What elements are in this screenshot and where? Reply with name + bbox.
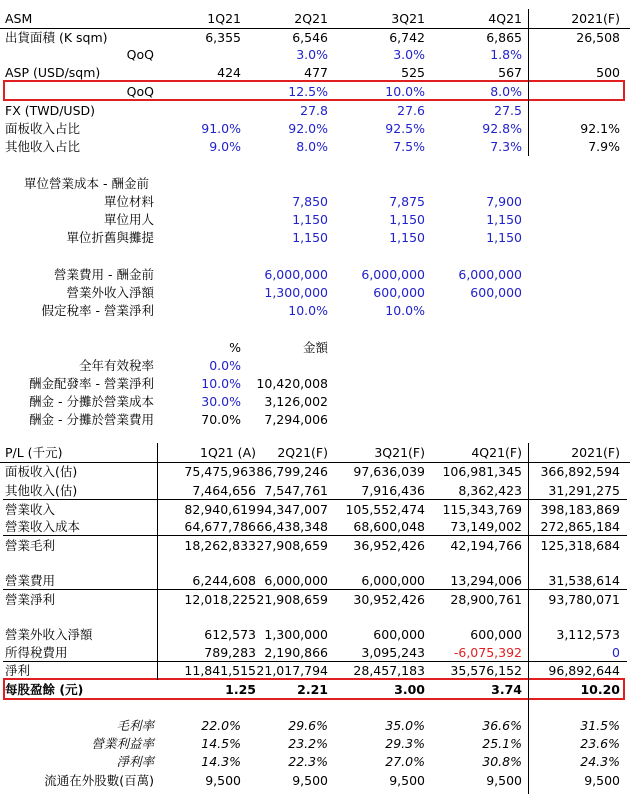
col-header: 2Q21	[294, 11, 328, 26]
row-label: 單位折舊與攤提	[66, 230, 154, 245]
cell: 567	[498, 65, 522, 80]
cell: 13,294,006	[450, 573, 522, 588]
cell: 82,940,619	[184, 502, 256, 517]
cell: 6,000,000	[264, 573, 328, 588]
cell: 25.1%	[482, 736, 522, 751]
cell: 27.8	[300, 103, 328, 118]
row-label: 營業淨利	[5, 592, 56, 607]
cell: 6,000,000	[361, 573, 425, 588]
row-label: 面板收入(估)	[5, 464, 78, 479]
cell: 600,000	[470, 285, 522, 300]
row-label: 酬金配發率 - 營業淨利	[29, 376, 154, 391]
cell: 7,294,006	[264, 412, 328, 427]
cell: 789,283	[204, 645, 256, 660]
cell: 366,892,594	[540, 464, 620, 479]
cell: 106,981,345	[442, 464, 522, 479]
cell: 27.6	[397, 103, 425, 118]
cell: 600,000	[470, 627, 522, 642]
row-label: 假定稅率 - 營業淨利	[41, 303, 154, 318]
table-row	[0, 338, 630, 357]
cell: 12.5%	[288, 84, 328, 99]
table-row	[0, 752, 630, 771]
row-label: 出貨面積 (K sqm)	[5, 30, 108, 45]
cell: 10.0%	[385, 303, 425, 318]
cell: 36,952,426	[353, 538, 425, 553]
col-header: 2Q21(F)	[277, 445, 328, 460]
cell: 22.0%	[201, 718, 241, 733]
cell: 1,150	[486, 230, 522, 245]
cell: 10.0%	[288, 303, 328, 318]
row-label: 其他收入(估)	[5, 483, 78, 498]
cell: 97,636,039	[353, 464, 425, 479]
column-divider	[528, 443, 529, 794]
cell: 500	[596, 65, 620, 80]
cell: 64,677,786	[184, 519, 256, 534]
cell: 27.0%	[385, 754, 425, 769]
row-label: 酬金 - 分攤於營業成本	[29, 394, 154, 409]
cell: 1.25	[225, 682, 256, 697]
cell: 92.5%	[385, 121, 425, 136]
cell: 3.0%	[393, 47, 425, 62]
col-header: 3Q21(F)	[374, 445, 425, 460]
table-row	[0, 192, 630, 211]
cell: 477	[304, 65, 328, 80]
cell: 6,355	[205, 30, 241, 45]
cell: 8,362,423	[458, 483, 522, 498]
row-label: 淨利率	[116, 754, 154, 769]
col-header: 4Q21	[488, 11, 522, 26]
cell: 0.0%	[209, 358, 241, 373]
cell: 9,500	[205, 773, 241, 788]
section-title-row	[0, 174, 630, 193]
cell: 1.8%	[490, 47, 522, 62]
cell: 7,850	[292, 194, 328, 209]
row-label: FX (TWD/USD)	[5, 103, 96, 118]
cell: 23.6%	[580, 736, 620, 751]
cell: 29.6%	[288, 718, 328, 733]
cell: 3.0%	[296, 47, 328, 62]
cell: 18,262,833	[184, 538, 256, 553]
cell: 3,126,002	[264, 394, 328, 409]
cell: 600,000	[373, 285, 425, 300]
cell: 42,194,766	[450, 538, 522, 553]
col-header: 1Q21 (A)	[200, 445, 256, 460]
cell: 22.3%	[288, 754, 328, 769]
cell: 93,780,071	[548, 592, 620, 607]
cell: 12,018,225	[184, 592, 256, 607]
cell: 7,464,656	[192, 483, 256, 498]
asm-header-row	[0, 9, 630, 29]
row-label: 流通在外股數(百萬)	[44, 773, 154, 788]
cell: 96,892,644	[548, 663, 620, 678]
cell: 21,908,659	[256, 592, 328, 607]
row-label: QoQ	[126, 47, 154, 62]
cell: 9.0%	[209, 139, 241, 154]
cell: 73,149,002	[450, 519, 522, 534]
table-row	[0, 301, 630, 320]
cell: 1,300,000	[264, 285, 328, 300]
cell: 9,500	[584, 773, 620, 788]
row-label: 營業收入	[5, 502, 56, 517]
pl-header-row	[0, 443, 630, 463]
table-row	[0, 283, 630, 302]
table-row	[0, 536, 630, 555]
cell: 10.0%	[201, 376, 241, 391]
cell: 92.0%	[288, 121, 328, 136]
row-label: 營業利益率	[91, 736, 154, 751]
row-label: 全年有效稅率	[78, 358, 154, 373]
cell: 30,952,426	[353, 592, 425, 607]
row-label: 營業外收入淨額	[5, 627, 93, 642]
col-header: %	[229, 340, 241, 355]
table-row	[0, 392, 630, 411]
cell: 125,318,684	[540, 538, 620, 553]
cell: 94,347,007	[256, 502, 328, 517]
cell: 7.3%	[490, 139, 522, 154]
table-row	[0, 625, 630, 644]
row-label: 所得稅費用	[5, 645, 68, 660]
cell: 525	[401, 65, 425, 80]
table-row	[0, 374, 630, 393]
cell: 3,095,243	[361, 645, 425, 660]
cell: 398,183,869	[540, 502, 620, 517]
cell: 14.3%	[201, 754, 241, 769]
cell: 9,500	[292, 773, 328, 788]
cell: -6,075,392	[453, 645, 522, 660]
col-header: 4Q21(F)	[471, 445, 522, 460]
cell: 6,000,000	[458, 267, 522, 282]
cell: 6,000,000	[361, 267, 425, 282]
cell: 1,150	[389, 230, 425, 245]
cell: 30.0%	[201, 394, 241, 409]
cell: 10,420,008	[256, 376, 328, 391]
cell: 35.0%	[385, 718, 425, 733]
cell: 75,475,963	[184, 464, 256, 479]
row-label: 單位材料	[103, 194, 154, 209]
table-row	[0, 210, 630, 229]
table-row	[0, 716, 630, 735]
cell: 28,457,183	[353, 663, 425, 678]
cell: 3,112,573	[556, 627, 620, 642]
row-label: 營業費用	[5, 573, 56, 588]
cell: 9,500	[486, 773, 522, 788]
cell: 6,865	[486, 30, 522, 45]
column-divider	[528, 9, 529, 156]
cell: 1,150	[292, 230, 328, 245]
col-header: 2021(F)	[571, 445, 620, 460]
cell: 1,150	[389, 212, 425, 227]
cell: 272,865,184	[540, 519, 620, 534]
row-label: 面板收入占比	[5, 121, 81, 136]
cell: 31.5%	[580, 718, 620, 733]
asm-title: ASM	[5, 11, 33, 26]
cell: 115,343,769	[442, 502, 522, 517]
col-header: 金額	[302, 340, 328, 355]
cell: 7,875	[389, 194, 425, 209]
table-row	[0, 45, 630, 64]
col-header: 1Q21	[207, 11, 241, 26]
row-label: 營業外收入淨額	[66, 285, 154, 300]
cell: 70.0%	[201, 412, 241, 427]
table-row	[0, 228, 630, 247]
cell: 23.2%	[288, 736, 328, 751]
section-title: 單位營業成本 - 酬金前	[24, 176, 149, 191]
cell: 27,908,659	[256, 538, 328, 553]
table-row	[0, 356, 630, 375]
cell: 7,900	[486, 194, 522, 209]
row-label: ASP (USD/sqm)	[5, 65, 101, 80]
cell: 26,508	[576, 30, 620, 45]
row-label: 每股盈餘 (元)	[5, 682, 84, 697]
cell: 8.0%	[490, 84, 522, 99]
table-row	[0, 101, 630, 120]
cell: 11,841,515	[184, 663, 256, 678]
cell: 35,576,152	[450, 663, 522, 678]
cell: 91.0%	[201, 121, 241, 136]
row-label: 其他收入占比	[5, 139, 81, 154]
cell: 68,600,048	[353, 519, 425, 534]
cell: 9,500	[389, 773, 425, 788]
pl-title: P/L (千元)	[5, 445, 63, 460]
highlight-box	[3, 80, 625, 101]
cell: 6,000,000	[264, 267, 328, 282]
cell: 7.9%	[588, 139, 620, 154]
row-label: 單位用人	[103, 212, 154, 227]
table-row	[0, 462, 630, 481]
cell: 2,190,866	[264, 645, 328, 660]
table-row	[0, 517, 630, 536]
cell: 6,742	[389, 30, 425, 45]
cell: 3.00	[394, 682, 425, 697]
cell: 424	[217, 65, 241, 80]
row-label: 毛利率	[116, 718, 154, 733]
table-row	[0, 643, 630, 662]
cell: 10.0%	[385, 84, 425, 99]
table-row	[0, 734, 630, 753]
cell: 66,438,348	[256, 519, 328, 534]
row-label: 營業收入成本	[5, 519, 81, 534]
table-row	[0, 137, 630, 156]
table-row	[0, 481, 630, 500]
table-row	[0, 265, 630, 284]
cell: 24.3%	[580, 754, 620, 769]
table-row	[0, 571, 630, 590]
cell: 1,300,000	[264, 627, 328, 642]
cell: 36.6%	[482, 718, 522, 733]
cell: 1,150	[486, 212, 522, 227]
cell: 8.0%	[296, 139, 328, 154]
col-header: 2021(F)	[571, 11, 620, 26]
col-header: 3Q21	[391, 11, 425, 26]
cell: 6,244,608	[192, 573, 256, 588]
cell: 600,000	[373, 627, 425, 642]
row-label: QoQ	[126, 84, 154, 99]
cell: 7,916,436	[361, 483, 425, 498]
cell: 7,547,761	[264, 483, 328, 498]
cell: 0	[612, 645, 620, 660]
table-row	[0, 410, 630, 429]
highlight-box	[3, 678, 625, 700]
cell: 92.8%	[482, 121, 522, 136]
cell: 86,799,246	[256, 464, 328, 479]
table-row	[0, 119, 630, 138]
row-label: 酬金 - 分攤於營業費用	[29, 412, 154, 427]
cell: 31,538,614	[548, 573, 620, 588]
cell: 105,552,474	[345, 502, 425, 517]
cell: 1,150	[292, 212, 328, 227]
cell: 3.74	[491, 682, 522, 697]
cell: 2.21	[297, 682, 328, 697]
row-label: 營業費用 - 酬金前	[54, 267, 154, 282]
cell: 28,900,761	[450, 592, 522, 607]
row-label: 淨利	[5, 663, 31, 678]
column-divider	[157, 443, 158, 680]
cell: 14.5%	[201, 736, 241, 751]
table-row	[0, 771, 630, 790]
cell: 31,291,275	[548, 483, 620, 498]
cell: 29.3%	[385, 736, 425, 751]
cell: 7.5%	[393, 139, 425, 154]
table-row	[0, 590, 630, 609]
cell: 21,017,794	[256, 663, 328, 678]
cell: 30.8%	[482, 754, 522, 769]
cell: 10.20	[580, 682, 620, 697]
cell: 6,546	[292, 30, 328, 45]
row-label: 營業毛利	[5, 538, 56, 553]
cell: 612,573	[204, 627, 256, 642]
cell: 92.1%	[580, 121, 620, 136]
cell: 27.5	[494, 103, 522, 118]
